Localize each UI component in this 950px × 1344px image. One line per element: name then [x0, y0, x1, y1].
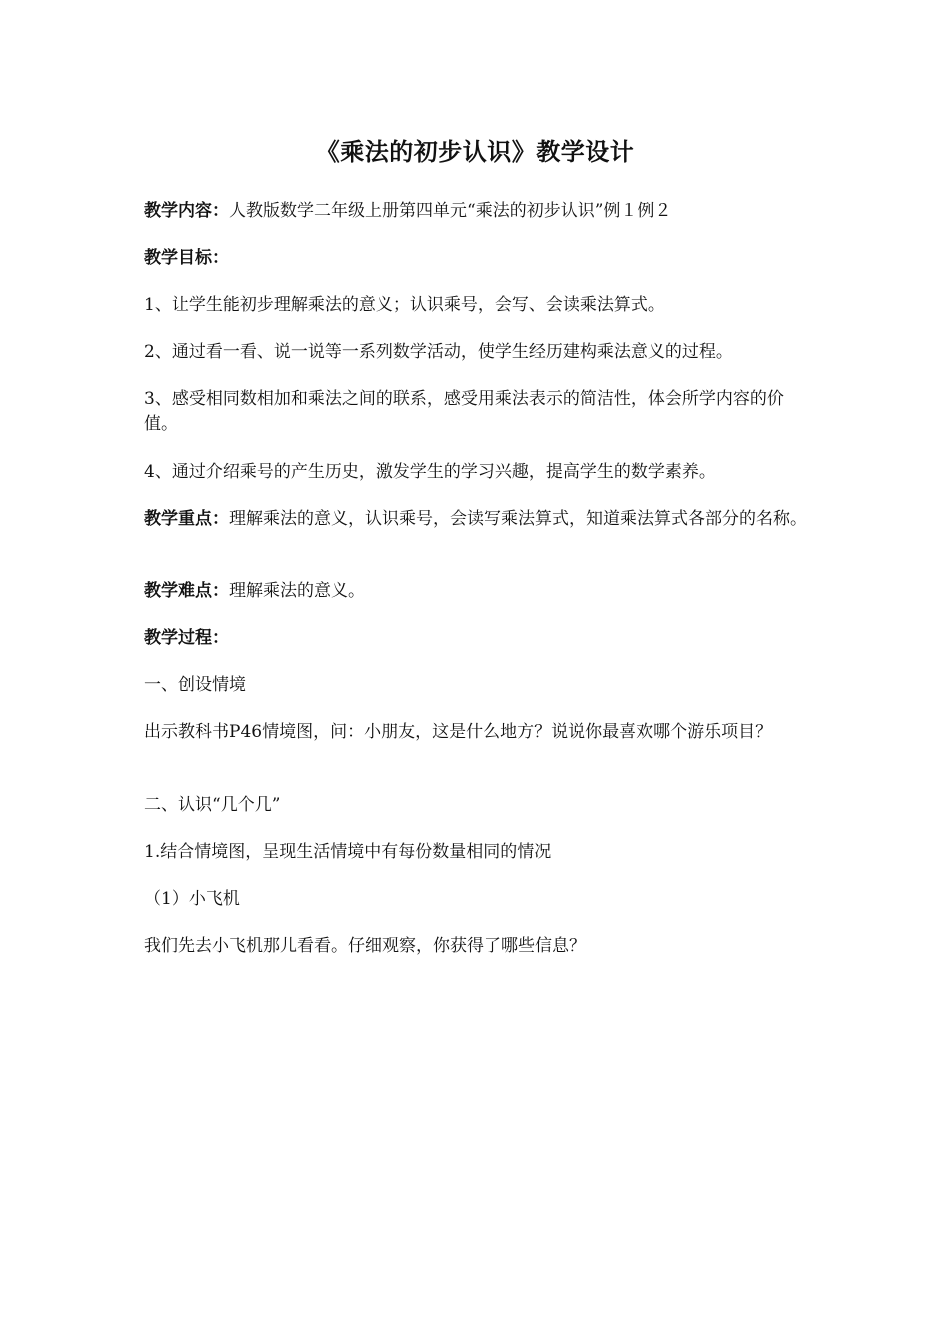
goal-item: 1、让学生能初步理解乘法的意义；认识乘号，会写、会读乘法算式。: [144, 295, 665, 315]
teaching-process-heading: [144, 626, 809, 651]
teaching-process-label: 教学过程：: [144, 628, 229, 648]
process-section-heading: 二、认识“几个几”: [144, 795, 281, 815]
teaching-goals-heading: [144, 246, 809, 271]
process-section-heading: 一、创设情境: [144, 675, 246, 695]
teaching-difficulty-label: 教学难点：: [144, 581, 229, 601]
teaching-key-text: 理解乘法的意义，认识乘号，会读写乘法算式，知道乘法算式各部分的名称。: [229, 509, 807, 529]
process-subheading: （1）小飞机: [144, 889, 240, 909]
teaching-goals-label: 教学目标：: [144, 248, 229, 268]
teaching-key-label: 教学重点：: [144, 509, 229, 529]
teaching-content-label: 教学内容：: [144, 201, 229, 221]
goal-item: 4、通过介绍乘号的产生历史，激发学生的学习兴趣，提高学生的数学素养。: [144, 462, 716, 482]
teaching-content: [144, 199, 809, 224]
teaching-content-text: 人教版数学二年级上册第四单元“乘法的初步认识”例１例２: [229, 201, 672, 221]
goal-item: 3、感受相同数相加和乘法之间的联系，感受用乘法表示的简洁性，体会所学内容的价值。: [144, 389, 784, 434]
process-paragraph: 出示教科书P46情境图，问：小朋友，这是什么地方？说说你最喜欢哪个游乐项目？: [144, 722, 773, 742]
teaching-difficulty-text: 理解乘法的意义。: [229, 581, 365, 601]
teaching-difficulty: [144, 579, 809, 604]
document-title: 《乘法的初步认识》教学设计: [315, 137, 635, 166]
process-paragraph: 1.结合情境图，呈现生活情境中有每份数量相同的情况: [144, 842, 552, 862]
process-paragraph: 我们先去小飞机那儿看看。仔细观察，你获得了哪些信息？: [144, 936, 586, 956]
teaching-key-point: [144, 507, 809, 532]
goal-item: 2、通过看一看、说一说等一系列数学活动，使学生经历建构乘法意义的过程。: [144, 342, 733, 362]
